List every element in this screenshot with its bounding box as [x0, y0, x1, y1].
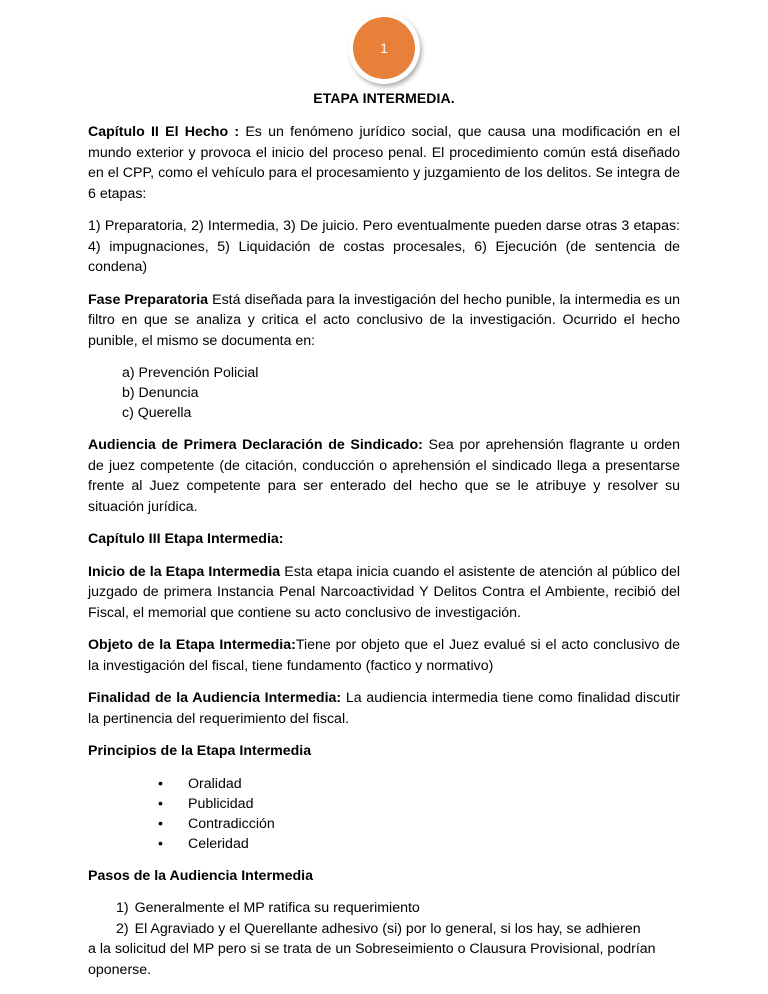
- list-item-label: Contradicción: [188, 815, 275, 832]
- list-item-label: Celeridad: [188, 835, 249, 852]
- paragraph-inicio-etapa-intermedia-lead: Inicio de la Etapa Intermedia: [88, 563, 281, 580]
- paragraph-capitulo-ii-body: Es un fenómeno jurídico social, que causa una modificación en el mundo exterior y provoca el inicio del proceso penal. El procedimiento común está diseñado en el CPP, como el vehículo para el procesamiento y juzgamiento de los delitos. Se integra de 6 etapas:: [88, 124, 680, 202]
- list-item: [158, 774, 680, 794]
- list-item: a) Prevención Policial: [122, 365, 259, 381]
- page-title: ETAPA INTERMEDIA.: [313, 90, 455, 106]
- list-item-marker: 1): [116, 900, 129, 916]
- paragraph-objeto-etapa-intermedia-lead: Objeto de la Etapa Intermedia:: [88, 637, 296, 653]
- list-item: [158, 834, 680, 854]
- page-number-badge-shadow: [348, 12, 420, 84]
- heading-principios: Principios de la Etapa Intermedia: [88, 743, 312, 759]
- bullet-icon: •: [158, 815, 163, 832]
- paragraph-inicio-etapa-intermedia-body: Esta etapa inicia cuando el asistente de atención al público del juzgado de primera Instancia Penal Narcoactividad Y Delitos Contra el Ambiente, recibió del Fiscal, el memorial que contiene su acto conclusivo de investigación.: [88, 563, 681, 621]
- list-item-label: El Agraviado y el Querellante adhesivo (si) por lo general, si los hay, se adhieren: [134, 920, 641, 937]
- list-item-continuation: a la solicitud del MP pero si se trata de un Sobreseimiento o Clausura Provisional, podrían oponerse.: [88, 941, 656, 978]
- bullet-icon: •: [158, 795, 163, 812]
- paragraph-etapas-enumeracion-body: 1) Preparatoria, 2) Intermedia, 3) De juicio. Pero eventualmente pueden darse otras 3 etapas: 4) impugnaciones, 5) Liquidación de costas procesales, 6) Ejecución (de sentencia de condena): [88, 218, 680, 275]
- bullet-icon: •: [158, 835, 163, 852]
- heading-pasos: Pasos de la Audiencia Intermedia: [88, 867, 313, 884]
- paragraph-capitulo-ii: [88, 122, 680, 204]
- paragraph-fase-preparatoria-lead: Fase Preparatoria: [88, 291, 209, 308]
- list-item: [88, 919, 680, 940]
- paragraph-capitulo-ii-lead: Capítulo II El Hecho :: [88, 124, 240, 140]
- paragraph-fase-preparatoria-body: Está diseñada para la investigación del hecho punible, la intermedia es un filtro en que se analiza y critica el acto conclusivo de la investigación. Ocurrido el hecho punible, el mismo se documenta en:: [88, 291, 680, 349]
- list-item-label: Publicidad: [188, 795, 254, 812]
- paragraph-finalidad-audiencia-intermedia-lead: Finalidad de la Audiencia Intermedia:: [88, 690, 342, 706]
- list-item: [158, 814, 680, 834]
- list-item-label: Oralidad: [188, 775, 242, 792]
- paragraph-finalidad-audiencia-intermedia: [88, 688, 680, 729]
- paragraph-objeto-etapa-intermedia: [88, 635, 680, 676]
- document-body: [88, 88, 680, 980]
- paragraph-inicio-etapa-intermedia: [88, 562, 680, 624]
- pasos-numbered-list: [88, 898, 680, 980]
- paragraph-fase-preparatoria: [88, 290, 680, 352]
- list-item: [158, 794, 680, 814]
- paragraph-audiencia-primera-declaracion-lead: Audiencia de Primera Declaración de Sindicado:: [88, 437, 423, 453]
- paragraph-objeto-etapa-intermedia-body: Tiene por objeto que el Juez evalué si el acto conclusivo de la investigación del fiscal, tiene fundamento (factico y normativo): [88, 637, 680, 674]
- list-item: [88, 898, 680, 919]
- bullet-icon: •: [158, 775, 163, 792]
- page-number-badge-circle: [353, 17, 415, 79]
- list-item-marker: 2): [116, 920, 129, 937]
- list-item: b) Denuncia: [122, 385, 199, 401]
- paragraph-etapas-enumeracion: [88, 216, 680, 278]
- paragraph-finalidad-audiencia-intermedia-body: La audiencia intermedia tiene como finalidad discutir la pertinencia del requerimiento del fiscal.: [88, 690, 680, 727]
- paragraph-audiencia-primera-declaracion: [88, 435, 680, 517]
- page-number-badge-label: 1: [380, 40, 388, 56]
- heading-capitulo-iii: Capítulo III Etapa Intermedia:: [88, 531, 284, 547]
- list-item-label: Generalmente el MP ratifica su requerimiento: [134, 900, 420, 916]
- principios-bullet-list: [88, 774, 680, 854]
- list-item: c) Querella: [122, 405, 192, 421]
- paragraph-audiencia-primera-declaracion-body: Sea por aprehensión flagrante u orden de juez competente (de citación, conducción o aprehensión el sindicado llega a presentarse frente al Juez competente para ser enterado del hecho que se le atribuye y resolver su situación jurídica.: [88, 437, 680, 515]
- page-number-badge-container: [0, 12, 768, 84]
- alpha-list: [88, 363, 680, 423]
